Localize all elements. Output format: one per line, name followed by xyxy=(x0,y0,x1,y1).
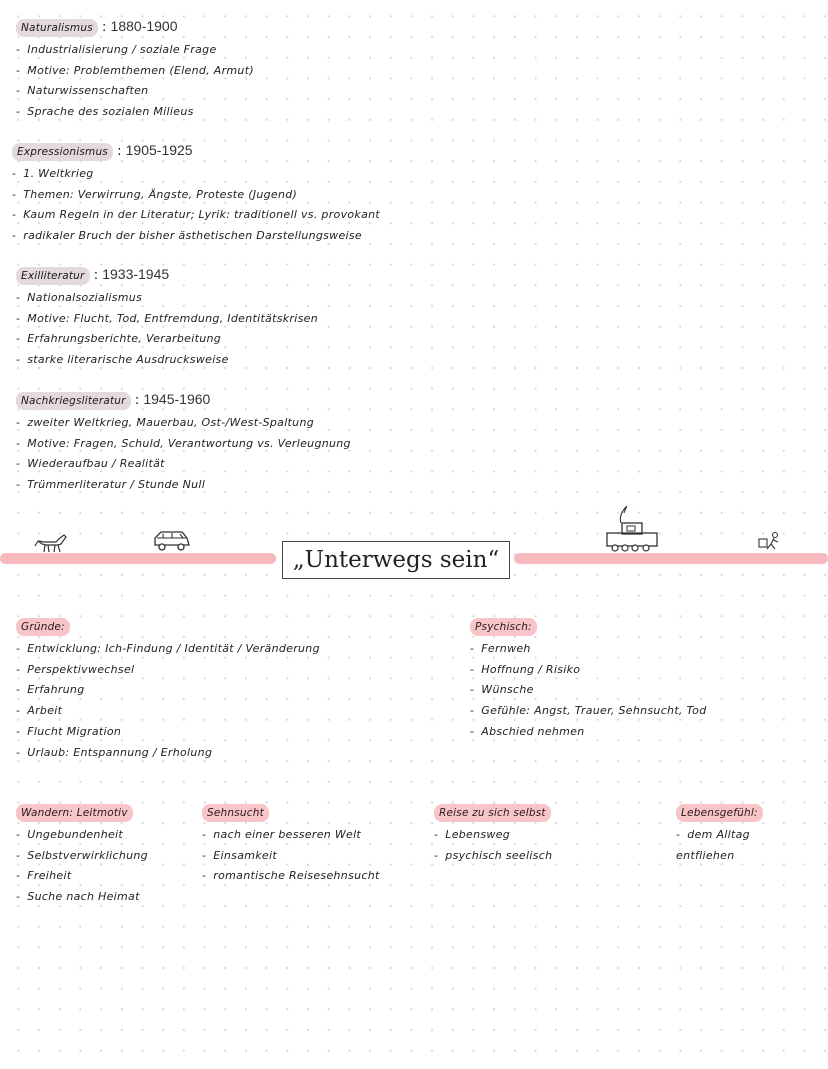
epoch-heading xyxy=(12,141,380,161)
list-item: - Abschied nehmen xyxy=(470,722,707,743)
list-item: - Motive: Flucht, Tod, Entfremdung, Identitätskrisen xyxy=(16,309,318,330)
epoch-exilliteratur xyxy=(16,265,318,371)
reasons-title: Gründe: xyxy=(16,618,70,636)
epoch-years: 1945-1960 xyxy=(143,391,211,407)
list-item: - Sprache des sozialen Milieus xyxy=(16,102,254,123)
motif-title: Sehnsucht xyxy=(202,804,269,822)
list-item: - 1. Weltkrieg xyxy=(12,164,380,185)
psychic-section xyxy=(470,618,707,743)
epoch-separator: : xyxy=(93,268,99,283)
list-item: - Naturwissenschaften xyxy=(16,81,254,102)
road-band-right xyxy=(514,553,828,564)
horse-icon xyxy=(34,532,70,554)
list-item: - Entwicklung: Ich-Findung / Identität / Veränderung xyxy=(16,639,320,660)
list-item: - Ungebundenheit xyxy=(16,825,148,846)
list-item: - nach einer besseren Welt xyxy=(202,825,380,846)
epoch-years: 1933-1945 xyxy=(102,266,170,282)
epoch-title: Naturalismus xyxy=(16,19,98,37)
motif-list xyxy=(676,825,786,866)
epoch-naturalismus xyxy=(16,17,254,123)
list-item: - Motive: Problemthemen (Elend, Armut) xyxy=(16,61,254,82)
epoch-separator: : xyxy=(117,144,122,159)
list-item: - Wiederaufbau / Realität xyxy=(16,454,351,475)
list-item: - Hoffnung / Risiko xyxy=(470,660,707,681)
list-item: - Industrialisierung / soziale Frage xyxy=(16,40,254,61)
list-item: - Einsamkeit xyxy=(202,846,380,867)
epoch-title: Nachkriegsliteratur xyxy=(16,392,131,410)
motif-list xyxy=(202,825,380,887)
motif-title: Reise zu sich selbst xyxy=(434,804,551,822)
motif-reise xyxy=(434,804,552,866)
epoch-years: 1880-1900 xyxy=(110,18,178,34)
list-item: - Gefühle: Angst, Trauer, Sehnsucht, Tod xyxy=(470,701,707,722)
list-item: - Erfahrung xyxy=(16,680,320,701)
list-item: - Wünsche xyxy=(470,680,707,701)
motif-list xyxy=(434,825,552,866)
list-item: - psychisch seelisch xyxy=(434,846,552,867)
epoch-notes xyxy=(12,164,380,247)
list-item: - romantische Reisesehnsucht xyxy=(202,866,380,887)
epoch-separator: : xyxy=(134,393,140,408)
epoch-heading xyxy=(16,265,318,285)
reasons-section xyxy=(16,618,320,763)
list-item: - Suche nach Heimat xyxy=(16,887,148,908)
motif-lebensgefuehl xyxy=(676,804,786,866)
list-item: - Themen: Verwirrung, Ängste, Proteste (Jugend) xyxy=(12,185,380,206)
epoch-title: Expressionismus xyxy=(12,143,113,161)
page-title: „Unterwegs sein“ xyxy=(282,541,510,579)
list-item: - Trümmerliteratur / Stunde Null xyxy=(16,475,351,496)
list-item: - Fernweh xyxy=(470,639,707,660)
list-item: - Lebensweg xyxy=(434,825,552,846)
list-item: - Flucht Migration xyxy=(16,722,320,743)
list-item: - Urlaub: Entspannung / Erholung xyxy=(16,743,320,764)
reasons-heading xyxy=(16,618,320,636)
epoch-heading xyxy=(16,17,254,37)
truck-icon xyxy=(604,503,660,555)
list-item: - radikaler Bruch der bisher ästhetischen Darstellungsweise xyxy=(12,226,380,247)
psychic-list xyxy=(470,639,707,743)
motif-heading xyxy=(434,804,552,822)
hiker-icon xyxy=(756,531,782,553)
epoch-heading xyxy=(16,390,351,410)
motif-heading xyxy=(202,804,380,822)
epoch-years: 1905-1925 xyxy=(125,142,193,158)
epoch-notes xyxy=(16,288,318,371)
list-item: - starke literarische Ausdrucksweise xyxy=(16,350,318,371)
motif-title: Wandern: Leitmotiv xyxy=(16,804,133,822)
list-item: - Selbstverwirklichung xyxy=(16,846,148,867)
epoch-expressionismus xyxy=(12,141,380,247)
list-item: - Freiheit xyxy=(16,866,148,887)
epoch-notes xyxy=(16,40,254,123)
list-item: - Kaum Regeln in der Literatur; Lyrik: traditionell vs. provokant xyxy=(12,205,380,226)
reasons-list xyxy=(16,639,320,763)
motif-heading xyxy=(676,804,786,822)
list-item: - Perspektivwechsel xyxy=(16,660,320,681)
list-item: - Erfahrungsberichte, Verarbeitung xyxy=(16,329,318,350)
motif-wandern xyxy=(16,804,148,908)
psychic-title: Psychisch: xyxy=(470,618,537,636)
list-item: - Motive: Fragen, Schuld, Verantwortung vs. Verleugnung xyxy=(16,434,351,455)
epoch-notes xyxy=(16,413,351,496)
psychic-heading xyxy=(470,618,707,636)
road-band-left xyxy=(0,553,276,564)
list-item: - zweiter Weltkrieg, Mauerbau, Ost-/West-Spaltung xyxy=(16,413,351,434)
motif-title: Lebensgefühl: xyxy=(676,804,763,822)
epoch-title: Exilliteratur xyxy=(16,267,90,285)
list-item: - dem Alltag entfliehen xyxy=(676,825,786,866)
motif-sehnsucht xyxy=(202,804,380,887)
motif-heading xyxy=(16,804,148,822)
epoch-separator: : xyxy=(102,20,107,35)
list-item: - Nationalsozialismus xyxy=(16,288,318,309)
list-item: - Arbeit xyxy=(16,701,320,722)
motif-list xyxy=(16,825,148,908)
car-icon xyxy=(152,528,192,554)
epoch-nachkriegsliteratur xyxy=(16,390,351,496)
